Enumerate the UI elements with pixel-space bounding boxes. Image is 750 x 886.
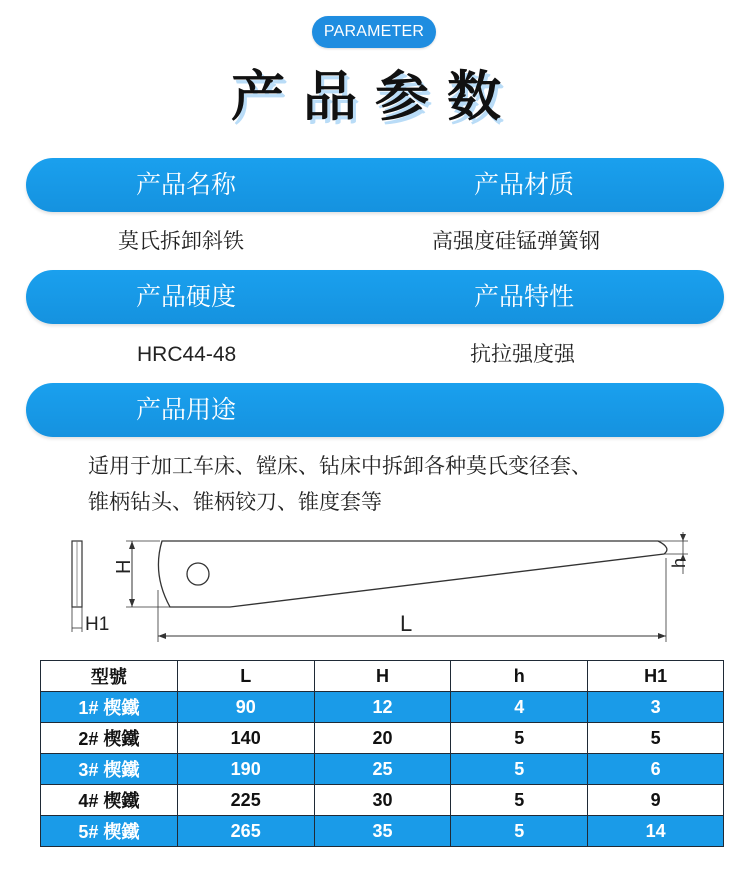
table-row [41, 754, 724, 785]
header-model: 型號 [41, 661, 178, 692]
wedge-hole [187, 563, 209, 585]
header-h: h [451, 661, 588, 692]
cell-L: 140 [177, 723, 314, 754]
cell-h: 5 [451, 723, 588, 754]
cell-H1: 14 [588, 816, 724, 847]
label-H: H [113, 559, 135, 574]
cell-H: 30 [314, 785, 451, 816]
header-L: L [177, 661, 314, 692]
cell-model: 1# 楔鐵 [41, 692, 178, 723]
header-H: H [314, 661, 451, 692]
cell-H1: 9 [588, 785, 724, 816]
table-row [41, 785, 724, 816]
cell-L: 265 [177, 816, 314, 847]
cell-model: 4# 楔鐵 [41, 785, 178, 816]
spec-table [40, 660, 724, 847]
product-usage-label: 产品用途 [136, 396, 237, 424]
cell-H1: 5 [588, 723, 724, 754]
product-hardness-label: 产品硬度 [136, 283, 237, 311]
cell-H: 12 [314, 692, 451, 723]
product-name-value: 莫氏拆卸斜铁 [118, 230, 244, 253]
label-h: h [669, 557, 689, 568]
product-material-label: 产品材质 [474, 171, 575, 199]
table-row [41, 692, 724, 723]
bar-name-material [26, 158, 724, 212]
header-H1: H1 [588, 661, 724, 692]
cell-L: 190 [177, 754, 314, 785]
bar-usage [26, 383, 724, 437]
label-H1: H1 [85, 614, 110, 635]
cell-h: 5 [451, 816, 588, 847]
wedge-front-view [158, 541, 666, 607]
cell-model: 2# 楔鐵 [41, 723, 178, 754]
usage-line-1: 适用于加工车床、镗床、钻床中拆卸各种莫氏变径套、 [88, 455, 592, 478]
cell-h: 5 [451, 785, 588, 816]
table-row [41, 723, 724, 754]
cell-H: 25 [314, 754, 451, 785]
cell-H1: 3 [588, 692, 724, 723]
product-feature-label: 产品特性 [474, 283, 575, 311]
cell-H: 20 [314, 723, 451, 754]
page-title: 产品参数 [231, 65, 519, 128]
cell-H1: 6 [588, 754, 724, 785]
cell-h: 4 [451, 692, 588, 723]
cell-L: 90 [177, 692, 314, 723]
wedge-dimension-diagram [60, 530, 700, 645]
cell-L: 225 [177, 785, 314, 816]
cell-h: 5 [451, 754, 588, 785]
table-row [41, 816, 724, 847]
label-L: L [400, 611, 413, 636]
product-hardness-value: HRC44-48 [137, 343, 237, 366]
usage-line-2: 锥柄钻头、锥柄铰刀、锥度套等 [88, 491, 382, 514]
cell-model: 5# 楔鐵 [41, 816, 178, 847]
cell-model: 3# 楔鐵 [41, 754, 178, 785]
bar-hardness-feature [26, 270, 724, 324]
product-feature-value: 抗拉强度强 [470, 343, 575, 366]
parameter-badge: PARAMETER [312, 16, 436, 48]
cell-H: 35 [314, 816, 451, 847]
product-material-value: 高强度硅锰弹簧钢 [432, 230, 600, 253]
table-header-row [41, 661, 724, 692]
product-name-label: 产品名称 [136, 171, 237, 199]
